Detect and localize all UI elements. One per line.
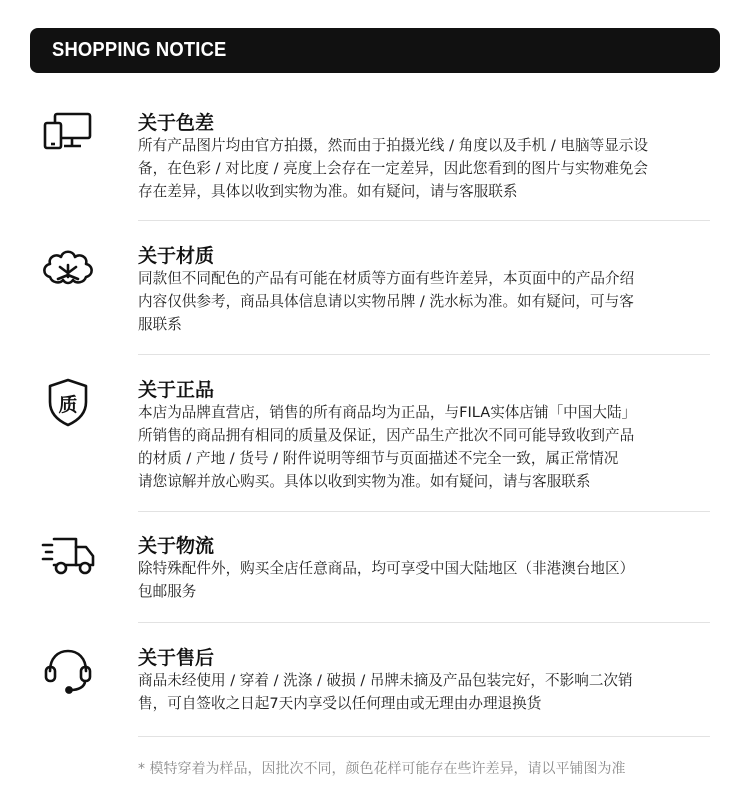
section-title: 关于售后 xyxy=(138,647,215,669)
divider xyxy=(138,220,710,221)
devices-icon xyxy=(40,112,96,162)
section-body xyxy=(138,267,710,336)
divider xyxy=(138,354,710,355)
body-line: 备，在色彩 / 对比度 / 亮度上会存在一定差异，因此您看到的图片与实物难免会 xyxy=(138,160,648,177)
divider xyxy=(138,622,710,623)
body-line: 服联系 xyxy=(138,316,182,333)
body-line: 存在差异，具体以收到实物为准。如有疑问，请与客服联系 xyxy=(138,183,518,200)
section-body xyxy=(138,134,710,203)
section-title: 关于材质 xyxy=(138,245,215,267)
body-line: 售，可自签收之日起7天内享受以任何理由或无理由办理退换货 xyxy=(138,695,542,712)
cotton-icon xyxy=(40,245,96,295)
body-line: 内容仅供参考，商品具体信息请以实物吊牌 / 洗水标为准。如有疑问，可与客 xyxy=(138,293,634,310)
section-title: 关于正品 xyxy=(138,379,215,401)
footnote: * 模特穿着为样品，因批次不同，颜色花样可能存在些许差异，请以平铺图为准 xyxy=(138,761,626,777)
body-line: 请您谅解并放心购买。具体以收到实物为准。如有疑问，请与客服联系 xyxy=(138,473,591,490)
delivery-truck-icon xyxy=(40,533,96,583)
notice-header xyxy=(30,28,720,73)
body-line: 所有产品图片均由官方拍摄，然而由于拍摄光线 / 角度以及手机 / 电脑等显示设 xyxy=(138,137,648,154)
header-title: SHOPPING NOTICE xyxy=(52,39,227,61)
section-body xyxy=(138,557,710,603)
body-line: 本店为品牌直营店，销售的所有商品均为正品，与FILA实体店铺「中国大陆」 xyxy=(138,404,637,421)
divider xyxy=(138,511,710,512)
body-line: 的材质 / 产地 / 货号 / 附件说明等细节与页面描述不完全一致，属正常情况 xyxy=(138,450,619,467)
body-line: 除特殊配件外，购买全店任意商品，均可享受中国大陆地区（非港澳台地区） xyxy=(138,560,635,577)
body-line: 所销售的商品拥有相同的质量及保证，因产品生产批次不同可能导致收到产品 xyxy=(138,427,635,444)
quality-shield-icon xyxy=(40,377,96,427)
quality-glyph: 质 xyxy=(58,394,78,416)
divider xyxy=(138,736,710,737)
section-body xyxy=(138,401,710,493)
body-line: 同款但不同配色的产品有可能在材质等方面有些许差异，本页面中的产品介绍 xyxy=(138,270,635,287)
section-title: 关于色差 xyxy=(138,112,215,134)
body-line: 商品未经使用 / 穿着 / 洗涤 / 破损 / 吊牌未摘及产品包装完好，不影响二次销 xyxy=(138,672,633,689)
headset-icon xyxy=(40,645,96,695)
section-title: 关于物流 xyxy=(138,535,215,557)
section-body xyxy=(138,669,710,715)
body-line: 包邮服务 xyxy=(138,583,197,600)
